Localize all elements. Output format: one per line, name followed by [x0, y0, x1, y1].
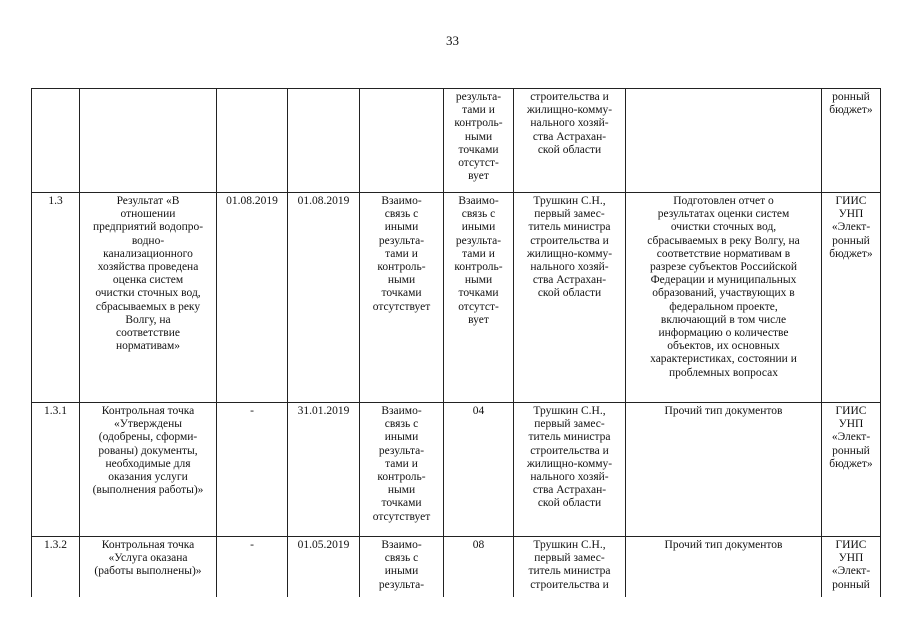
cell-successor: Взаимо- связь с иными результа- тами и контроль- ными точками отсутст- вует: [444, 193, 514, 403]
table-row: [32, 537, 881, 599]
cell-number: 1.3.2: [32, 537, 80, 599]
cell-name: [80, 89, 217, 193]
cell-number: 1.3: [32, 193, 80, 403]
cell-system: ГИИС УНП «Элект- ронный: [822, 537, 881, 599]
table-row: [32, 89, 881, 193]
cell-predecessor: Взаимо- связь с иными результа- тами и контроль- ными точками отсутствует: [360, 193, 444, 403]
cell-document: Подготовлен отчет о результатах оценки систем очистки сточных вод, сбрасываемых в реку Волгу, на соответствие нормативам в разрезе субъектов Российской Федерации и муниципальных образований, участвующих в федеральном проекте, включающий в том числе информацию о количестве объектов, их основных характеристиках, состоянии и проблемных вопросах: [626, 193, 822, 403]
cell-responsible: строительства и жилищно-комму- нального хозяй- ства Астрахан- ской области: [514, 89, 626, 193]
cell-start-date: 01.08.2019: [217, 193, 288, 403]
cell-successor: результа- тами и контроль- ными точками отсутст- вует: [444, 89, 514, 193]
cell-end-date: 31.01.2019: [288, 403, 360, 537]
cell-responsible: Трушкин С.Н., первый замес- титель министра строительства и: [514, 537, 626, 599]
cell-successor: 04: [444, 403, 514, 537]
cell-number: 1.3.1: [32, 403, 80, 537]
table-row: [32, 193, 881, 403]
cell-name: Результат «В отношении предприятий водопро- водно- канализационного хозяйства проведена оценка систем очистки сточных вод, сбрасываемых в реку Волгу, на соответствие нормативам»: [80, 193, 217, 403]
cell-responsible: Трушкин С.Н., первый замес- титель министра строительства и жилищно-комму- нального хозяй- ства Астрахан- ской области: [514, 193, 626, 403]
page-number: 33: [446, 33, 459, 48]
cell-end-date: [288, 89, 360, 193]
cell-document: [626, 89, 822, 193]
cell-document: Прочий тип документов: [626, 537, 822, 599]
cell-name: Контрольная точка «Услуга оказана (работы выполнены)»: [80, 537, 217, 599]
cell-predecessor: Взаимо- связь с иными результа-: [360, 537, 444, 599]
cell-start-date: -: [217, 537, 288, 599]
table-row: [32, 403, 881, 537]
cell-system: ГИИС УНП «Элект- ронный бюджет»: [822, 193, 881, 403]
cell-end-date: 01.05.2019: [288, 537, 360, 599]
page-bottom-margin: [0, 597, 905, 640]
cell-responsible: Трушкин С.Н., первый замес- титель министра строительства и жилищно-комму- нального хозяй- ства Астрахан- ской области: [514, 403, 626, 537]
cell-system: ГИИС УНП «Элект- ронный бюджет»: [822, 403, 881, 537]
cell-document: Прочий тип документов: [626, 403, 822, 537]
cell-start-date: [217, 89, 288, 193]
cell-successor: 08: [444, 537, 514, 599]
schedule-table: [31, 88, 881, 599]
cell-end-date: 01.08.2019: [288, 193, 360, 403]
cell-start-date: -: [217, 403, 288, 537]
cell-predecessor: Взаимо- связь с иными результа- тами и контроль- ными точками отсутствует: [360, 403, 444, 537]
cell-predecessor: [360, 89, 444, 193]
cell-system: ронный бюджет»: [822, 89, 881, 193]
cell-name: Контрольная точка «Утверждены (одобрены, сформи- рованы) документы, необходимые для оказания услуги (выполнения работы)»: [80, 403, 217, 537]
cell-number: [32, 89, 80, 193]
